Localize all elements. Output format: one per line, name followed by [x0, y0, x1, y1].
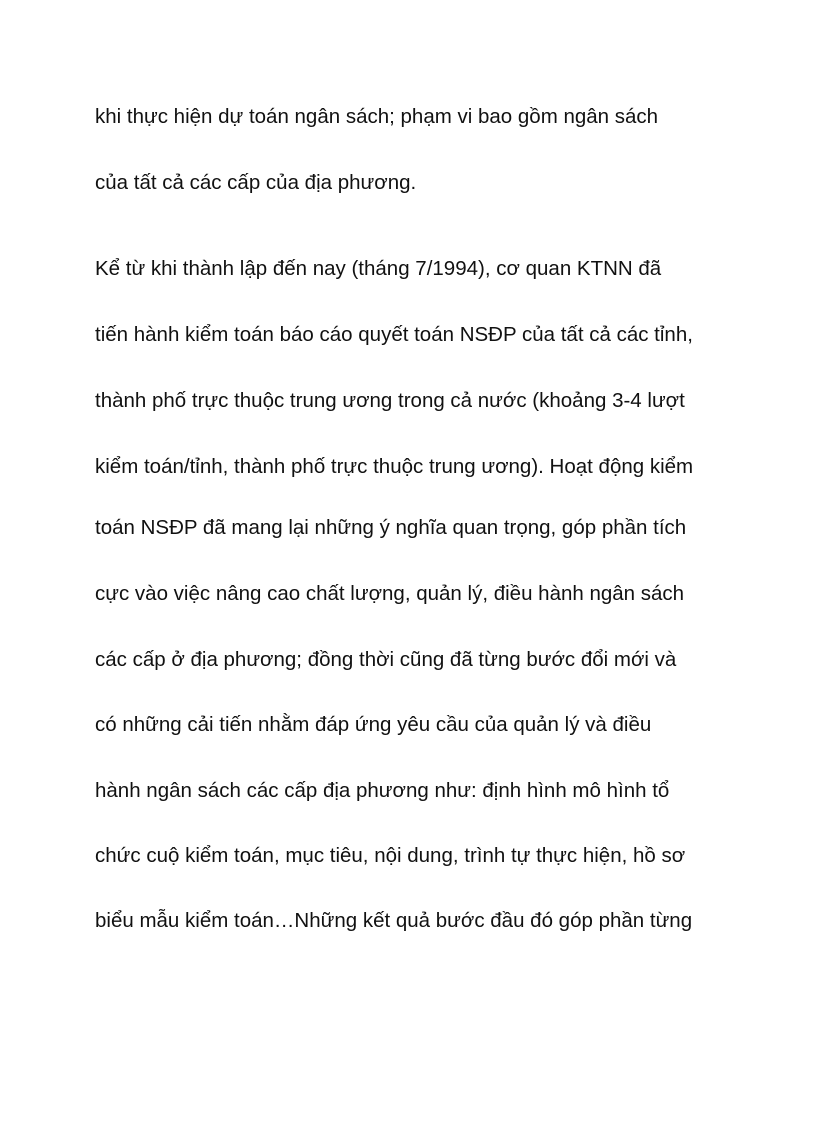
text-line: hành ngân sách các cấp địa phương như: định hình mô hình tổ — [95, 779, 670, 802]
text-line: có những cải tiến nhằm đáp ứng yêu cầu của quản lý và điều — [95, 713, 652, 736]
text-line: của tất cả các cấp của địa phương. — [95, 171, 417, 194]
text-line: chức cuộ kiểm toán, mục tiêu, nội dung, trình tự thực hiện, hồ sơ — [95, 844, 686, 867]
text-line: khi thực hiện dự toán ngân sách; phạm vi bao gồm ngân sách — [95, 105, 659, 128]
text-line: toán NSĐP đã mang lại những ý nghĩa quan trọng, góp phần tích — [95, 516, 687, 539]
text-line: các cấp ở địa phương; đồng thời cũng đã từng bước đổi mới và — [95, 648, 677, 671]
text-line: tiến hành kiểm toán báo cáo quyết toán NSĐP của tất cả các tỉnh, — [95, 323, 693, 346]
text-line: biểu mẫu kiểm toán…Những kết quả bước đầu đó góp phần từng — [95, 909, 693, 932]
text-line: Kể từ khi thành lập đến nay (tháng 7/1994), cơ quan KTNN đã — [95, 257, 662, 280]
text-line: thành phố trực thuộc trung ương trong cả nước (khoảng 3-4 lượt — [95, 389, 685, 412]
text-line: kiểm toán/tỉnh, thành phố trực thuộc trung ương). Hoạt động kiểm — [95, 455, 694, 478]
text-line: cực vào việc nâng cao chất lượng, quản lý, điều hành ngân sách — [95, 582, 685, 605]
